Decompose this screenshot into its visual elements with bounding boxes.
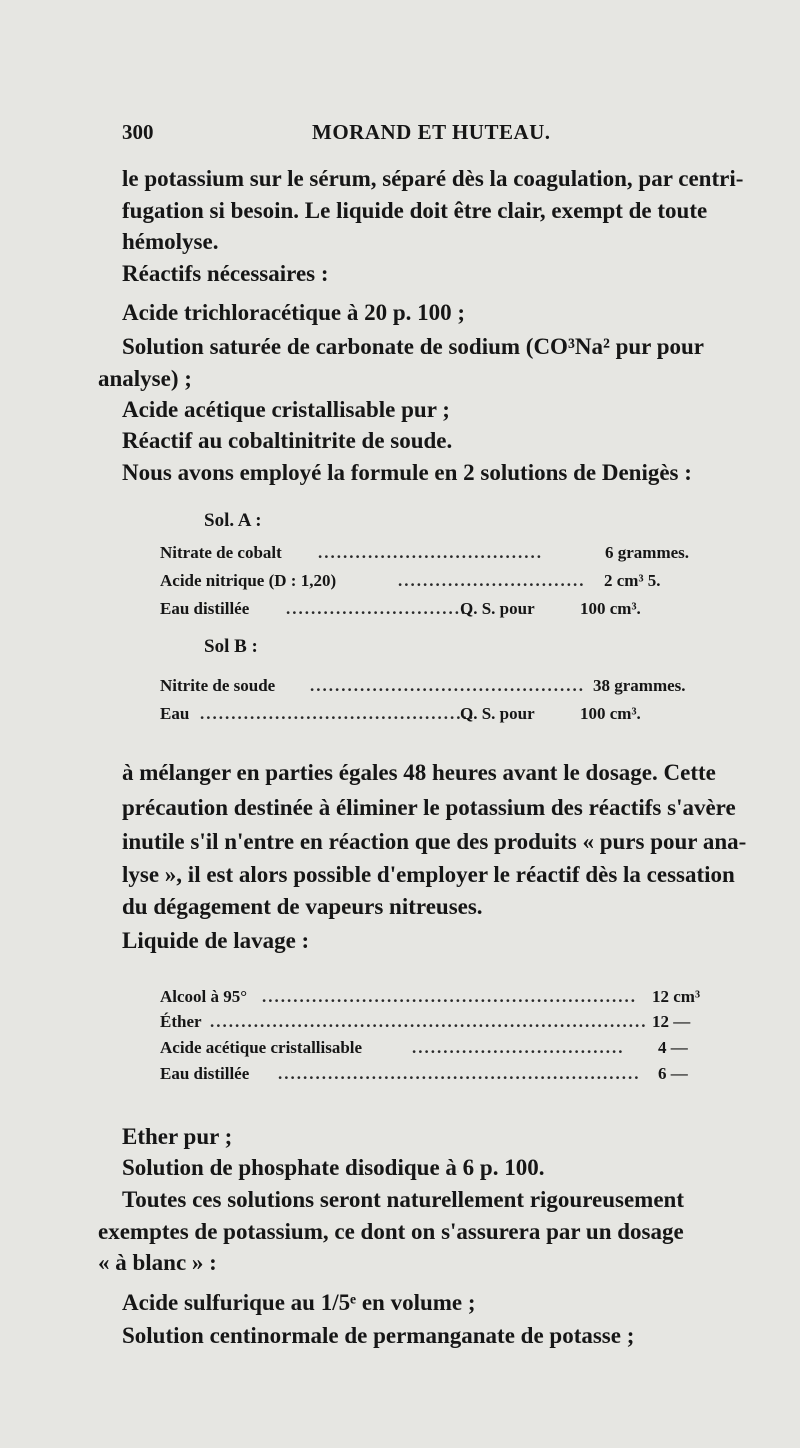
dot-leader: .......................................................... — [278, 1064, 641, 1083]
recipe-item-name: Nitrate de cobalt — [160, 543, 282, 562]
text-line: Nous avons employé la formule en 2 solutions de Denigès : — [122, 460, 692, 485]
recipe-item-name: Eau distillée — [160, 1064, 250, 1083]
reagent-line: Ether pur ; — [122, 1124, 233, 1149]
dot-leader: ............................................................ — [262, 987, 637, 1006]
text-line: précaution destinée à éliminer le potassium des réactifs s'avère — [122, 795, 736, 820]
recipe-item-qty: 4 — — [658, 1038, 688, 1057]
reagent-line: Réactif au cobaltinitrite de soude. — [122, 428, 453, 453]
reagent-line: Solution saturée de carbonate de sodium (CO³Na² pur pour — [122, 334, 705, 359]
text-line: lyse », il est alors possible d'employer le réactif dès la cessation — [122, 862, 735, 887]
reagent-line: Solution de phosphate disodique à 6 p. 100. — [122, 1155, 545, 1180]
dot-leader: .............................. — [286, 599, 474, 618]
text-line: à mélanger en parties égales 48 heures avant le dosage. Cette — [122, 760, 716, 785]
dot-leader: ............................................ — [200, 704, 475, 723]
dot-leader: .................................. — [412, 1038, 625, 1057]
text-line: du dégagement de vapeurs nitreuses. — [122, 894, 483, 919]
reagent-line: Solution centinormale de permanganate de potasse ; — [122, 1323, 635, 1348]
reagent-line: Acide sulfurique au 1/5ᵉ en volume ; — [122, 1290, 476, 1315]
recipe-item-name: Nitrite de soude — [160, 676, 276, 695]
text-line: exemptes de potassium, ce dont on s'assurera par un dosage — [98, 1219, 684, 1244]
recipe-item-name: Éther — [160, 1012, 202, 1031]
text-line: inutile s'il n'entre en réaction que des produits « purs pour ana- — [122, 829, 747, 854]
recipe-item-name: Acide nitrique (D : 1,20) — [160, 571, 337, 590]
reagent-line: Acide acétique cristallisable pur ; — [122, 397, 450, 422]
recipe-item-qty: 12 cm³ — [652, 987, 701, 1006]
text-line: hémolyse. — [122, 229, 219, 254]
text-line: le potassium sur le sérum, séparé dès la coagulation, par centri- — [122, 166, 744, 191]
reagent-line: analyse) ; — [98, 366, 192, 391]
recipe-item-qty: 100 cm³. — [580, 704, 641, 723]
dot-leader: ...................................................................... — [210, 1012, 648, 1031]
dot-leader: ............................................ — [310, 676, 585, 695]
recipe-item-name: Acide acétique cristallisable — [160, 1038, 363, 1057]
recipe-item-qty: 100 cm³. — [580, 599, 641, 618]
solution-b-label: Sol B : — [204, 636, 258, 657]
section-heading: Liquide de lavage : — [122, 928, 310, 953]
text-line: fugation si besoin. Le liquide doit être clair, exempt de toute — [122, 198, 708, 223]
recipe-qs: Q. S. pour — [460, 704, 535, 723]
recipe-item-qty: 6 — — [658, 1064, 688, 1083]
dot-leader: .............................. — [398, 571, 586, 590]
recipe-item-qty: 38 grammes. — [593, 676, 686, 695]
recipe-item-name: Eau distillée — [160, 599, 250, 618]
recipe-item-qty: 12 — — [652, 1012, 691, 1031]
page-number: 300 — [122, 120, 154, 144]
recipe-item-qty: 2 cm³ 5. — [604, 571, 661, 590]
dot-leader: .................................... — [318, 543, 543, 562]
section-heading: Réactifs nécessaires : — [122, 261, 329, 286]
text-line: « à blanc » : — [98, 1250, 217, 1275]
text-line: Toutes ces solutions seront naturellement rigoureusement — [122, 1187, 684, 1212]
recipe-item-name: Alcool à 95° — [160, 987, 248, 1006]
running-title: MORAND ET HUTEAU. — [312, 120, 551, 144]
recipe-item-name: Eau — [160, 704, 190, 723]
solution-a-label: Sol. A : — [204, 510, 262, 531]
recipe-qs: Q. S. pour — [460, 599, 535, 618]
recipe-item-qty: 6 grammes. — [605, 543, 690, 562]
reagent-line: Acide trichloracétique à 20 p. 100 ; — [122, 300, 466, 325]
